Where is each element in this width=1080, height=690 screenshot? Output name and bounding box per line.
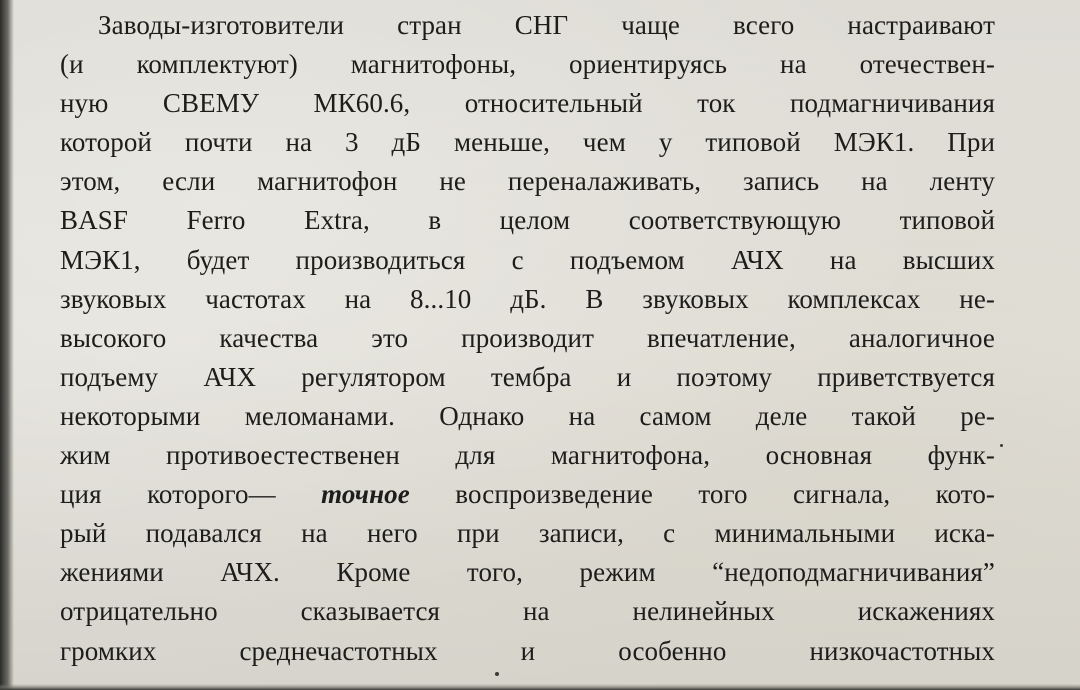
text-line-6: BASF Ferro Extra, в целом соответствующую типовой xyxy=(60,205,995,236)
text-line-13-end: воспроизведение того сигнала, кото- xyxy=(409,479,996,510)
print-speck xyxy=(495,672,499,676)
page-left-edge-shadow xyxy=(0,0,14,690)
text-line-14: рый подавался на него при записи, с минимальными иска- xyxy=(60,518,995,549)
text-line-3: ную СВЕМУ МК60.6, относительный ток подмагничивания xyxy=(60,88,995,119)
body-text xyxy=(60,6,995,671)
text-line-13 xyxy=(60,475,995,514)
text-line-4: которой почти на 3 дБ меньше, чем у типовой МЭК1. При xyxy=(60,127,995,158)
print-speck xyxy=(1000,444,1003,447)
text-line-7: МЭК1, будет производиться с подъемом АЧХ на высших xyxy=(60,244,995,275)
text-line-5: этом, если магнитофон не переналаживать, запись на ленту xyxy=(60,166,995,197)
text-line-16: отрицательно сказывается на нелинейных искажениях xyxy=(60,596,995,627)
text-line-15: жениями АЧХ. Кроме того, режим “недоподмагничивания” xyxy=(60,557,995,588)
emphasized-word: точное xyxy=(321,479,410,510)
text-line-11: некоторыми меломанами. Однако на самом деле такой ре- xyxy=(60,400,995,431)
text-line-17: громких среднечастотных и особенно низкочастотных xyxy=(60,635,995,666)
page-bottom-edge-shadow xyxy=(0,684,1080,690)
text-line-12: жим противоестественен для магнитофона, основная функ- xyxy=(60,440,995,471)
text-line-2: (и комплектуют) магнитофоны, ориентируясь на отечествен- xyxy=(60,49,995,80)
text-line-9: высокого качества это производит впечатление, аналогичное xyxy=(60,322,995,353)
text-line-8: звуковых частотах на 8...10 дБ. В звуковых комплексах не- xyxy=(60,283,995,314)
text-line-13-start: ция которого— xyxy=(60,479,322,510)
text-line-10: подъему АЧХ регулятором тембра и поэтому приветствуется xyxy=(60,361,995,392)
text-line-1: Заводы-изготовители стран СНГ чаще всего настраивают xyxy=(98,10,995,40)
